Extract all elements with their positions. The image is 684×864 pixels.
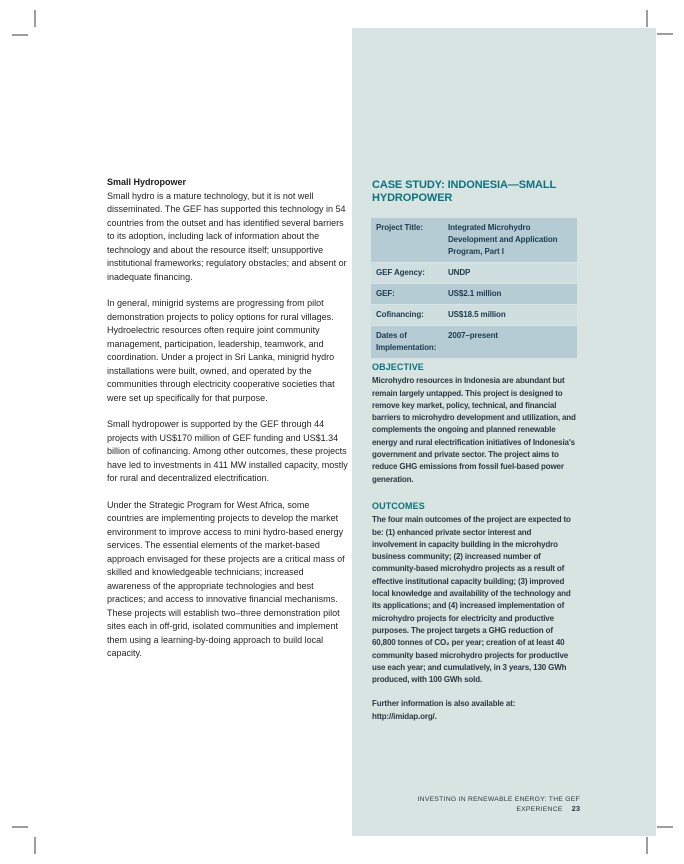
table-row (371, 284, 577, 305)
outcomes-section (372, 500, 578, 723)
objective-heading: OBJECTIVE (372, 362, 424, 372)
objective-section (372, 361, 578, 486)
table-row-value: UNDP (448, 268, 471, 277)
case-study-title: CASE STUDY: INDONESIA—SMALL HYDROPOWER (372, 179, 556, 204)
left-text-column (107, 176, 348, 661)
crop-mark-bottom-right-vertical (646, 837, 648, 854)
table-row (371, 305, 577, 326)
section-heading: Small Hydropower (107, 177, 187, 187)
page-number: 23 (571, 804, 580, 813)
objective-text: Microhydro resources in Indonesia are abundant but remain largely untapped. This project is designed to remove key market, policy, technical, and financial barriers to microhydro development and utilization, and complements the ongoing and planned renewable energy and rural electrification initiatives of Indonesia's government and private sector. The project aims to reduce GHG emissions from fossil fuel-based power generation. (372, 376, 576, 484)
crop-mark-bottom-left-vertical (34, 837, 36, 854)
table-row (371, 326, 577, 359)
table-row-value: 2007–present (448, 331, 498, 340)
further-info-text: Further information is also available at: http://imidap.org/. (372, 699, 516, 721)
table-row-label: GEF Agency: (376, 268, 425, 277)
table-row (371, 263, 577, 284)
crop-mark-bottom-left-horizontal (12, 826, 28, 828)
outcomes-text: The four main outcomes of the project are expected to be: (1) enhanced private sector interest and involvement in capacity building in the microhydro business community; (2) increased number of community-based microhydro projects as a result of effective institutional capacity building; (3) improved local knowledge and availability of the technology and its applications; and (4) increased implementation of microhydro projects for electricity and productive purposes. The project targets a GHG reduction of 60,800 tonnes of CO₂ per year; creation of at least 40 community based microhydro projects for productive use each year; and cumulatively, in 3 years, 130 GWh produced, with 100 GWh sold. (372, 515, 571, 685)
crop-mark-top-left-vertical (34, 10, 36, 27)
table-row (371, 218, 577, 263)
page-footer (362, 795, 580, 814)
footer-title: INVESTING IN RENEWABLE ENERGY: THE GEF EXPERIENCE (417, 796, 580, 813)
table-row-label: Dates of Implementation: (376, 331, 437, 352)
body-paragraph: In general, minigrid systems are progressing from pilot demonstration projects to policy options for rural villages. Hydroelectric resources often require joint community management, participation, leadership, teamwork, and coordination. Under a project in Sri Lanka, minigrid hydro installations were built, owned, and operated by the communities through electricity cooperative societies that were set up specifically for that purpose. (107, 298, 335, 403)
table-row-value: Integrated Microhydro Development and Application Program, Part I (448, 223, 558, 256)
crop-mark-bottom-right-horizontal (657, 826, 673, 828)
crop-mark-top-right-horizontal (657, 33, 673, 35)
table-row-label: Cofinancing: (376, 310, 424, 319)
crop-mark-top-right-vertical (646, 10, 648, 27)
body-paragraph: Small hydro is a mature technology, but it is not well disseminated. The GEF has supported this technology in 54 countries from the outset and has identified several barriers to its adoption, including lack of information about the technology and about the resource itself; unsupportive institutional frameworks; regulatory obstacles; and absent or inadequate financing. (107, 190, 347, 282)
table-row-value: US$18.5 million (448, 310, 506, 319)
crop-mark-top-left-horizontal (12, 34, 28, 36)
outcomes-heading: OUTCOMES (372, 501, 425, 511)
case-study-table (371, 218, 577, 359)
table-row-label: Project Title: (376, 223, 423, 232)
table-row-label: GEF: (376, 289, 395, 298)
table-row-value: US$2.1 million (448, 289, 502, 298)
body-paragraph: Small hydropower is supported by the GEF through 44 projects with US$170 million of GEF funding and US$1.34 billion of cofinancing. Among other outcomes, these projects have led to investments in 411 MW installed capacity, mostly for rural and decentralized electrification. (107, 419, 348, 483)
body-paragraph: Under the Strategic Program for West Africa, some countries are implementing projects to develop the market environment to improve access to mini hydro-based energy services. The essential elements of the market-based approach envisaged for these projects are a critical mass of skilled and knowledgeable technicians; increased awareness of the appropriate technologies and best practices; and access to innovative financial mechanisms. These projects will establish two–three demonstration pilot sites each in off-grid, isolated communities and implement them using a learning-by-doing approach to build local capacity. (107, 499, 345, 658)
